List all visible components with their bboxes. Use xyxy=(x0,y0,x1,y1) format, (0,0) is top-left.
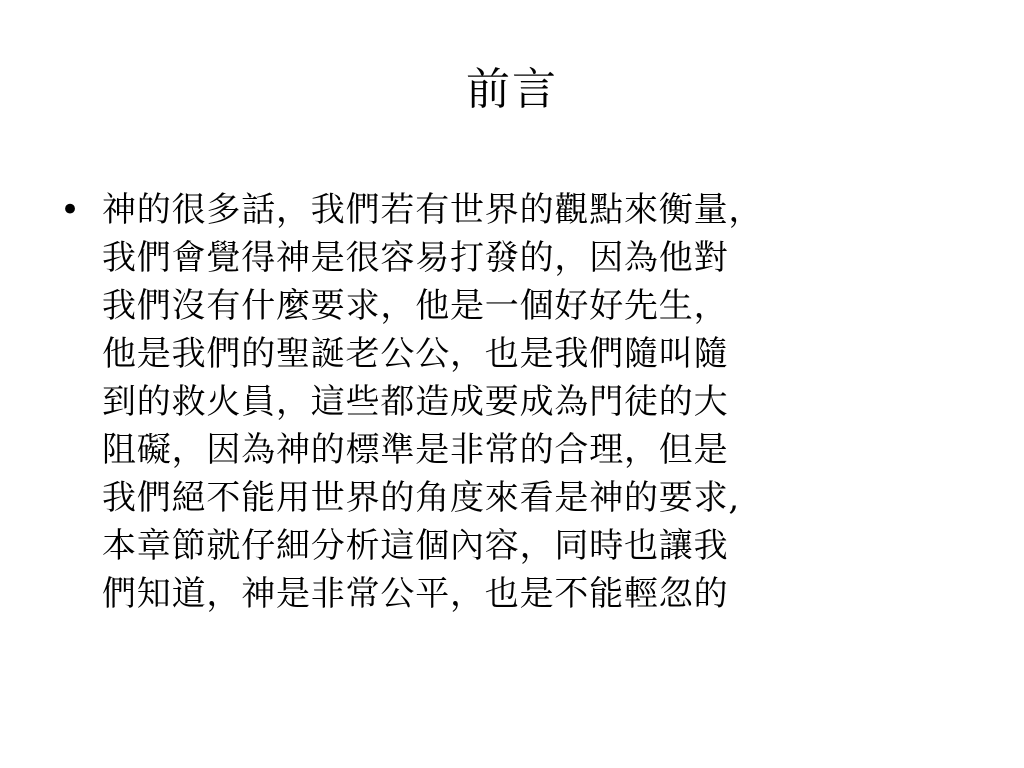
bullet-paragraph xyxy=(102,186,982,618)
paragraph-line: 我們絕不能用世界的角度來看是神的要求, xyxy=(102,478,741,518)
paragraph-line: 到的救火員，這些都造成要成為門徒的大 xyxy=(102,382,729,422)
paragraph-line: 他是我們的聖誕老公公，也是我們隨叫隨 xyxy=(102,334,729,374)
bullet-icon: • xyxy=(60,190,81,230)
paragraph-line: 本章節就仔細分析這個內容，同時也讓我 xyxy=(102,526,729,566)
slide-title: 前言 xyxy=(466,64,558,115)
paragraph-line: 阻礙，因為神的標準是非常的合理，但是 xyxy=(102,430,729,470)
paragraph-line: 們知道，神是非常公平，也是不能輕忽的 xyxy=(102,574,729,614)
paragraph-line: 我們沒有什麼要求，他是一個好好先生， xyxy=(102,286,729,326)
paragraph-line: 神的很多話，我們若有世界的觀點來衡量， xyxy=(102,190,764,230)
paragraph-line: 我們會覺得神是很容易打發的，因為他對 xyxy=(102,238,729,278)
